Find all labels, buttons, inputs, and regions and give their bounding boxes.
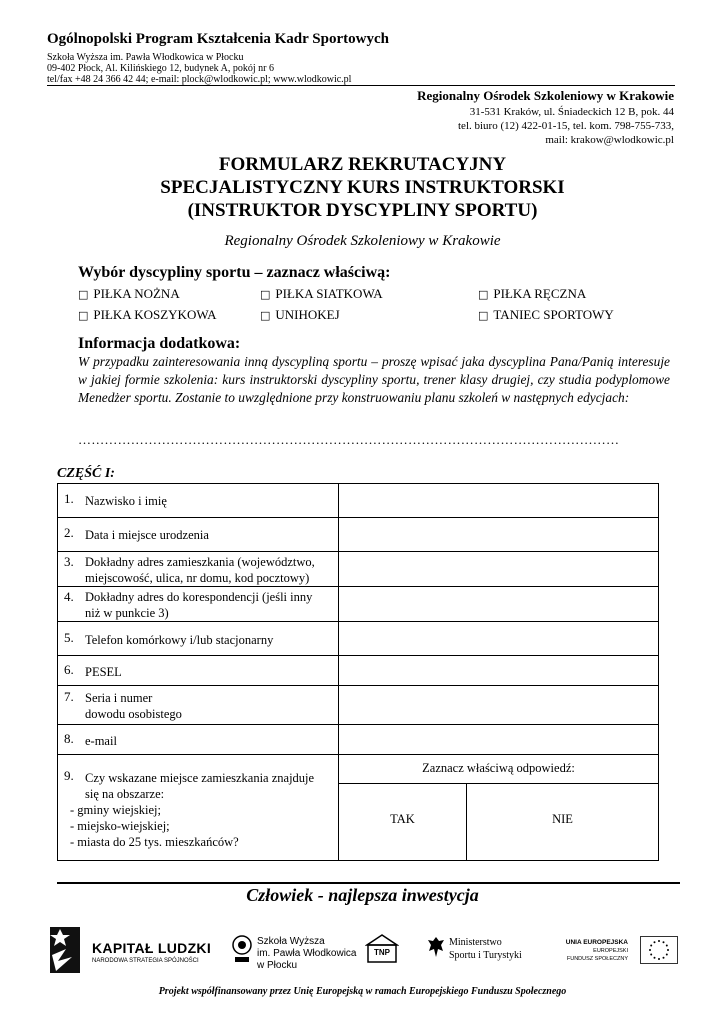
- table-row: [58, 686, 659, 725]
- answer-yes[interactable]: TAK: [339, 784, 467, 860]
- table-row: [58, 552, 659, 587]
- eu-line1: UNIA EUROPEJSKA: [565, 939, 628, 946]
- table-row: [58, 725, 659, 755]
- option-urban-rural: - miejsko-wiejskiej;: [70, 819, 170, 833]
- ministry-line1: Ministerstwo: [449, 937, 502, 948]
- option-small-town: - miasta do 25 tys. mieszkańców?: [70, 835, 239, 849]
- question-label: Dokładny adres do korespondencji (jeśli inny: [85, 590, 313, 604]
- kapital-ludzki-title: KAPITAŁ LUDZKI: [92, 940, 212, 956]
- answer-field-address[interactable]: [339, 552, 659, 587]
- part-label: CZĘŚĆ I:: [57, 466, 115, 481]
- additional-info-field[interactable]: ……………………………………………………………………………………………………………: [78, 432, 620, 447]
- school-logo-line1: Szkoła Wyższa: [257, 936, 325, 947]
- question-label: Nazwisko i imię: [85, 494, 167, 508]
- discipline-heading: Wybór dyscypliny sportu – zaznacz właściwą:: [78, 264, 391, 281]
- question-label-cont: dowodu osobistego: [85, 707, 182, 721]
- regional-phone: tel. biuro (12) 422-01-15, tel. kom. 798-755-733,: [458, 120, 674, 132]
- school-contact: tel/fax +48 24 366 42 44; e-mail: plock@wlodkowic.pl; www.wlodkowic.pl: [47, 74, 352, 85]
- option-rural: - gminy wiejskiej;: [70, 803, 161, 817]
- checkbox-icon[interactable]: □: [478, 288, 489, 301]
- kapital-ludzki-icon: [46, 925, 82, 975]
- question-cell: [58, 725, 339, 755]
- answer-field-pesel[interactable]: [339, 656, 659, 686]
- question-label-cont: niż w punkcie 3): [85, 606, 169, 620]
- question-number: 1.: [64, 491, 74, 506]
- option-taniec-sportowy[interactable]: □ TANIEC SPORTOWY: [478, 307, 614, 322]
- form-title-line2: SPECJALISTYCZNY KURS INSTRUKTORSKI: [160, 177, 565, 198]
- ministry-line2: Sportu i Turystyki: [449, 950, 522, 961]
- kapital-ludzki-logo: [46, 925, 216, 975]
- question-label: e-mail: [85, 734, 117, 748]
- kapital-ludzki-subtitle: NARODOWA STRATEGIA SPÓJNOŚCI: [92, 958, 199, 964]
- footer-divider: [57, 882, 680, 884]
- form-title-line3: (INSTRUKTOR DYSCYPLINY SPORTU): [187, 200, 538, 221]
- table-row: [58, 656, 659, 686]
- question-label: Dokładny adres zamieszkania (województwo,: [85, 555, 315, 569]
- table-row: [58, 755, 659, 861]
- option-pilka-koszykowa[interactable]: □ PIŁKA KOSZYKOWA: [78, 307, 217, 322]
- eagle-icon: [427, 935, 445, 959]
- question-number: 7.: [64, 689, 74, 704]
- additional-info-text: W przypadku zainteresowania inną dyscypliną sportu – proszę wpisać jaka dyscyplina Pana/Panią interesuje w jakiej formie szkolenia: kurs instruktorski dyscypliny sportu, trener klasy drugiej, czy studia podyplomowe Menedżer sportu. Zostanie to uwzględnione przy konstruowaniu planu szkoleń w następnych edycjach:: [78, 354, 670, 405]
- table-row: [58, 587, 659, 622]
- eu-line2: EUROPEJSKI: [593, 948, 628, 954]
- question-cell: [58, 656, 339, 686]
- question-number: 9.: [64, 768, 74, 783]
- school-logo: [232, 925, 357, 975]
- school-logo-line3: w Płocku: [257, 960, 298, 971]
- question-label: Seria i numer: [85, 691, 153, 705]
- answer-no[interactable]: NIE: [552, 812, 573, 826]
- option-unihokej[interactable]: □ UNIHOKEJ: [260, 307, 340, 322]
- question-label: Telefon komórkowy i/lub stacjonarny: [85, 633, 274, 647]
- program-title: Ogólnopolski Program Kształcenia Kadr Sportowych: [47, 31, 389, 47]
- question-label-cont: miejscowość, ulica, nr domu, kod pocztowy): [85, 571, 310, 585]
- school-name: Szkoła Wyższa im. Pawła Włodkowica w Płocku: [47, 52, 244, 63]
- answer-cell-area: [339, 755, 659, 861]
- question-number: 3.: [64, 554, 74, 569]
- question-label: Czy wskazane miejsce zamieszkania znajduje: [85, 771, 315, 785]
- question-cell: [58, 552, 339, 587]
- cofinancing-note: Projekt współfinansowany przez Unię Europejską w ramach Europejskiego Funduszu Społecznego: [158, 986, 567, 997]
- option-pilka-reczna[interactable]: □ PIŁKA RĘCZNA: [478, 286, 587, 301]
- question-number: 6.: [64, 662, 74, 677]
- table-row: [58, 484, 659, 518]
- checkbox-icon[interactable]: □: [78, 309, 89, 322]
- regional-center-title: Regionalny Ośrodek Szkoleniowy w Krakowie: [417, 88, 674, 103]
- form-subtitle: Regionalny Ośrodek Szkoleniowy w Krakowie: [224, 233, 501, 249]
- answer-field-phone[interactable]: [339, 622, 659, 656]
- answer-field-id-card[interactable]: [339, 686, 659, 725]
- question-number: 8.: [64, 731, 74, 746]
- tnp-logo-label: TNP: [374, 948, 390, 957]
- question-cell: [58, 587, 339, 622]
- question-cell: [58, 755, 339, 861]
- question-label: Data i miejsce urodzenia: [85, 528, 209, 542]
- question-cell: [58, 484, 339, 518]
- ministry-logo: [427, 925, 547, 975]
- question-number: 5.: [64, 630, 74, 645]
- school-address: 09-402 Płock, Al. Kilińskiego 12, budynek A, pokój nr 6: [47, 63, 274, 74]
- question-cell: [58, 686, 339, 725]
- additional-info-heading: Informacja dodatkowa:: [78, 335, 241, 352]
- answer-field-birth[interactable]: [339, 518, 659, 552]
- school-crest-icon: [232, 935, 252, 965]
- question-number: 2.: [64, 525, 74, 540]
- header-divider: [47, 85, 675, 86]
- answer-field-email[interactable]: [339, 725, 659, 755]
- eu-line3: FUNDUSZ SPOŁECZNY: [566, 956, 628, 962]
- question-cell: [58, 518, 339, 552]
- question-label-cont: się na obszarze:: [85, 787, 165, 801]
- checkbox-icon[interactable]: □: [260, 309, 271, 322]
- eu-flag-icon: [640, 936, 678, 964]
- answer-instruction: Zaznacz właściwą odpowiedź:: [339, 755, 658, 784]
- question-label: PESEL: [85, 665, 122, 679]
- table-row: [58, 622, 659, 656]
- checkbox-icon[interactable]: □: [260, 288, 271, 301]
- checkbox-icon[interactable]: □: [78, 288, 89, 301]
- table-row: [58, 518, 659, 552]
- regional-address: 31-531 Kraków, ul. Śniadeckich 12 B, pok. 44: [469, 106, 674, 118]
- answer-field-correspondence[interactable]: [339, 587, 659, 622]
- option-pilka-siatkowa[interactable]: □ PIŁKA SIATKOWA: [260, 286, 383, 301]
- school-logo-line2: im. Pawła Włodkowica: [257, 948, 357, 959]
- personal-data-table: [57, 483, 659, 861]
- form-title-line1: FORMULARZ REKRUTACYJNY: [218, 154, 507, 175]
- option-pilka-nozna[interactable]: □ PIŁKA NOŻNA: [78, 286, 180, 301]
- question-number: 4.: [64, 589, 74, 604]
- footer-motto: Człowiek - najlepsza inwestycja: [246, 885, 479, 905]
- checkbox-icon[interactable]: □: [478, 309, 489, 322]
- regional-email: mail: krakow@wlodkowic.pl: [545, 134, 674, 146]
- tnp-logo: [365, 933, 399, 965]
- answer-field-name[interactable]: [339, 484, 659, 518]
- question-cell: [58, 622, 339, 656]
- eu-logo: [556, 925, 681, 975]
